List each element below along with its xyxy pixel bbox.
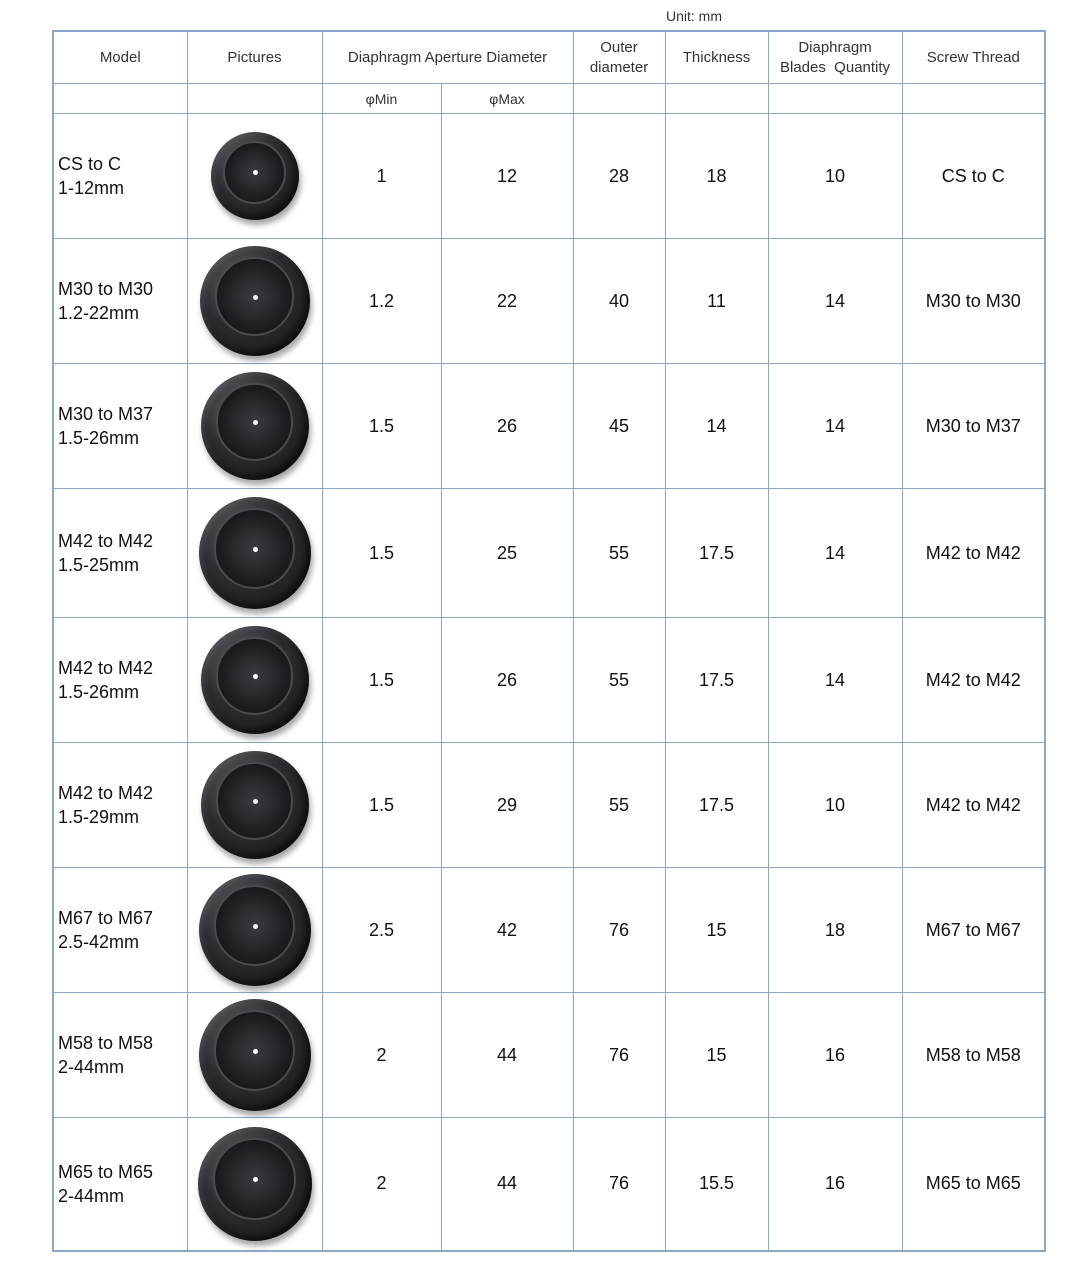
model-cell <box>53 993 187 1118</box>
header-screw-thread: Screw Thread <box>902 31 1045 84</box>
picture-cell <box>187 364 322 489</box>
thickness-cell: 14 <box>665 364 768 489</box>
thickness-cell: 18 <box>665 114 768 239</box>
blades-cell: 16 <box>768 1118 902 1251</box>
picture-cell <box>187 239 322 364</box>
table-row <box>53 618 1045 743</box>
diaphragm-lens-icon <box>199 497 311 609</box>
min-cell: 1.5 <box>322 743 441 868</box>
model-name: M30 to M30 <box>58 279 154 299</box>
diaphragm-lens-icon <box>201 372 309 480</box>
max-cell: 26 <box>441 364 573 489</box>
table-row <box>53 114 1045 239</box>
screw-thread-cell: M42 to M42 <box>902 743 1045 868</box>
model-range: 1.5-26mm <box>58 428 140 448</box>
header-outer-line2: diameter <box>589 58 649 76</box>
picture-cell <box>187 489 322 618</box>
diaphragm-lens-icon <box>201 751 309 859</box>
model-cell <box>53 239 187 364</box>
min-cell: 1 <box>322 114 441 239</box>
min-cell: 1.2 <box>322 239 441 364</box>
max-cell: 25 <box>441 489 573 618</box>
model-name: M42 to M42 <box>58 658 154 678</box>
spec-table <box>52 30 1046 1252</box>
min-cell: 2 <box>322 993 441 1118</box>
blades-cell: 14 <box>768 239 902 364</box>
blades-cell: 10 <box>768 743 902 868</box>
max-cell: 26 <box>441 618 573 743</box>
blades-cell: 18 <box>768 868 902 993</box>
header-outer-line1: Outer <box>600 38 638 56</box>
screw-thread-cell: M67 to M67 <box>902 868 1045 993</box>
picture-cell <box>187 114 322 239</box>
diaphragm-lens-icon <box>211 132 299 220</box>
min-cell: 1.5 <box>322 489 441 618</box>
screw-thread-cell: M42 to M42 <box>902 618 1045 743</box>
thickness-cell: 17.5 <box>665 489 768 618</box>
table-row <box>53 1118 1045 1251</box>
table-row <box>53 364 1045 489</box>
model-name: M30 to M37 <box>58 404 154 424</box>
model-range: 2-44mm <box>58 1057 125 1077</box>
diaphragm-lens-icon <box>201 626 309 734</box>
screw-thread-cell: CS to C <box>902 114 1045 239</box>
screw-thread-cell: M65 to M65 <box>902 1118 1045 1251</box>
header-min: φMin <box>322 84 441 114</box>
screw-thread-cell: M30 to M30 <box>902 239 1045 364</box>
header-pictures: Pictures <box>187 31 322 84</box>
model-range: 1.5-29mm <box>58 807 140 827</box>
blades-cell: 14 <box>768 364 902 489</box>
max-cell: 12 <box>441 114 573 239</box>
model-range: 1.5-26mm <box>58 682 140 702</box>
model-name: M65 to M65 <box>58 1161 154 1182</box>
table-row <box>53 239 1045 364</box>
header-blades-line1: Diaphragm <box>798 38 872 56</box>
model-cell <box>53 114 187 239</box>
model-cell <box>53 743 187 868</box>
model-cell <box>53 618 187 743</box>
model-range: 1.2-22mm <box>58 303 140 323</box>
header-thickness: Thickness <box>665 31 768 84</box>
screw-thread-cell: M30 to M37 <box>902 364 1045 489</box>
screw-thread-cell: M58 to M58 <box>902 993 1045 1118</box>
table-row <box>53 489 1045 618</box>
header-max: φMax <box>441 84 573 114</box>
screw-thread-cell: M42 to M42 <box>902 489 1045 618</box>
thickness-cell: 15 <box>665 993 768 1118</box>
diaphragm-lens-icon <box>199 999 311 1111</box>
model-name: M42 to M42 <box>58 783 154 803</box>
blades-cell: 14 <box>768 618 902 743</box>
picture-cell <box>187 1118 322 1251</box>
model-range: 2-44mm <box>58 1185 125 1206</box>
max-cell: 42 <box>441 868 573 993</box>
header-outer-diameter <box>573 31 665 84</box>
model-cell <box>53 489 187 618</box>
table-row <box>53 868 1045 993</box>
thickness-cell: 17.5 <box>665 618 768 743</box>
outer-diameter-cell: 45 <box>573 364 665 489</box>
blades-cell: 16 <box>768 993 902 1118</box>
model-cell <box>53 1118 187 1251</box>
blades-cell: 14 <box>768 489 902 618</box>
header-aperture: Diaphragm Aperture Diameter <box>322 31 573 84</box>
outer-diameter-cell: 55 <box>573 618 665 743</box>
thickness-cell: 15 <box>665 868 768 993</box>
unit-label: Unit: mm <box>666 8 722 24</box>
max-cell: 29 <box>441 743 573 868</box>
picture-cell <box>187 618 322 743</box>
model-cell <box>53 364 187 489</box>
model-name: CS to C <box>58 154 122 174</box>
model-name: M67 to M67 <box>58 908 154 928</box>
min-cell: 1.5 <box>322 364 441 489</box>
outer-diameter-cell: 55 <box>573 489 665 618</box>
table-row <box>53 993 1045 1118</box>
outer-diameter-cell: 55 <box>573 743 665 868</box>
model-range: 2.5-42mm <box>58 932 140 952</box>
outer-diameter-cell: 76 <box>573 868 665 993</box>
model-range: 1-12mm <box>58 178 125 198</box>
outer-diameter-cell: 28 <box>573 114 665 239</box>
header-blades-line2: Blades Quantity <box>779 58 891 76</box>
picture-cell <box>187 743 322 868</box>
thickness-cell: 15.5 <box>665 1118 768 1251</box>
max-cell: 22 <box>441 239 573 364</box>
diaphragm-lens-icon <box>200 246 310 356</box>
model-cell <box>53 868 187 993</box>
diaphragm-lens-icon <box>198 1127 312 1241</box>
picture-cell <box>187 993 322 1118</box>
model-range: 1.5-25mm <box>58 555 140 575</box>
header-model: Model <box>53 31 187 84</box>
min-cell: 2.5 <box>322 868 441 993</box>
blades-cell: 10 <box>768 114 902 239</box>
outer-diameter-cell: 76 <box>573 993 665 1118</box>
thickness-cell: 11 <box>665 239 768 364</box>
model-name: M58 to M58 <box>58 1033 154 1053</box>
min-cell: 1.5 <box>322 618 441 743</box>
header-blades <box>768 31 902 84</box>
outer-diameter-cell: 40 <box>573 239 665 364</box>
table-row <box>53 743 1045 868</box>
min-cell: 2 <box>322 1118 441 1251</box>
outer-diameter-cell: 76 <box>573 1118 665 1251</box>
picture-cell <box>187 868 322 993</box>
model-name: M42 to M42 <box>58 531 154 551</box>
subheader-row <box>53 84 1045 114</box>
diaphragm-lens-icon <box>199 874 311 986</box>
thickness-cell: 17.5 <box>665 743 768 868</box>
max-cell: 44 <box>441 1118 573 1251</box>
max-cell: 44 <box>441 993 573 1118</box>
header-row <box>53 31 1045 84</box>
